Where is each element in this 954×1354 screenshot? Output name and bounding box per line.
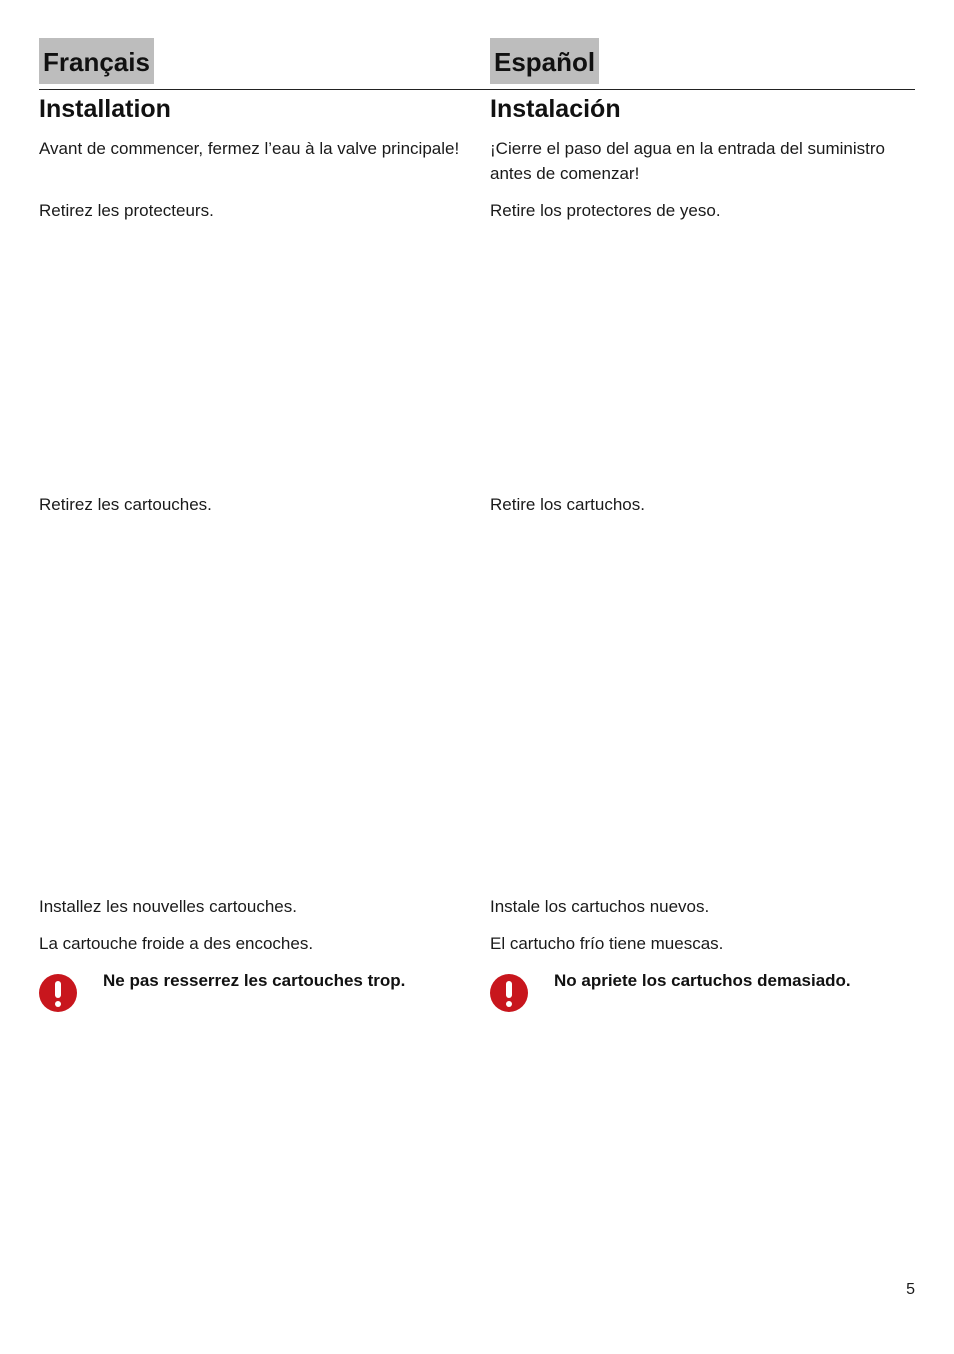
remove-cartridges-instruction: Retire los cartuchos. xyxy=(490,495,645,514)
section-title-installation: Installation xyxy=(39,95,171,123)
warning-notice xyxy=(490,968,915,1024)
remove-protectors-instruction: Retire los protectores de yeso. xyxy=(490,201,721,220)
warning-notice xyxy=(39,968,464,1024)
warning-text: Ne pas resserrez les cartouches trop. xyxy=(103,971,406,990)
remove-cartridges-instruction: Retirez les cartouches. xyxy=(39,495,212,514)
exclamation-warning-icon xyxy=(490,974,528,1012)
spanish-column xyxy=(490,0,915,1354)
cold-cartridge-notches-note: El cartucho frío tiene muescas. xyxy=(490,934,724,953)
exclamation-warning-icon xyxy=(39,974,77,1012)
install-new-cartridges-instruction: Instale los cartuchos nuevos. xyxy=(490,897,710,916)
language-tab-spanish: Español xyxy=(490,38,599,84)
language-tab-french: Français xyxy=(39,38,154,84)
install-new-cartridges-instruction: Installez les nouvelles cartouches. xyxy=(39,897,297,916)
page-number: 5 xyxy=(906,1281,915,1298)
shut-off-water-instruction: Avant de commencer, fermez l’eau à la valve principale! xyxy=(39,139,460,158)
remove-protectors-instruction: Retirez les protecteurs. xyxy=(39,201,214,220)
warning-text: No apriete los cartuchos demasiado. xyxy=(554,971,851,990)
cold-cartridge-notches-note: La cartouche froide a des encoches. xyxy=(39,934,314,953)
section-title-instalacion: Instalación xyxy=(490,95,621,123)
shut-off-water-instruction: ¡Cierre el paso del agua en la entrada del suministro antes de comenzar! xyxy=(490,139,886,183)
french-column xyxy=(39,0,464,1354)
